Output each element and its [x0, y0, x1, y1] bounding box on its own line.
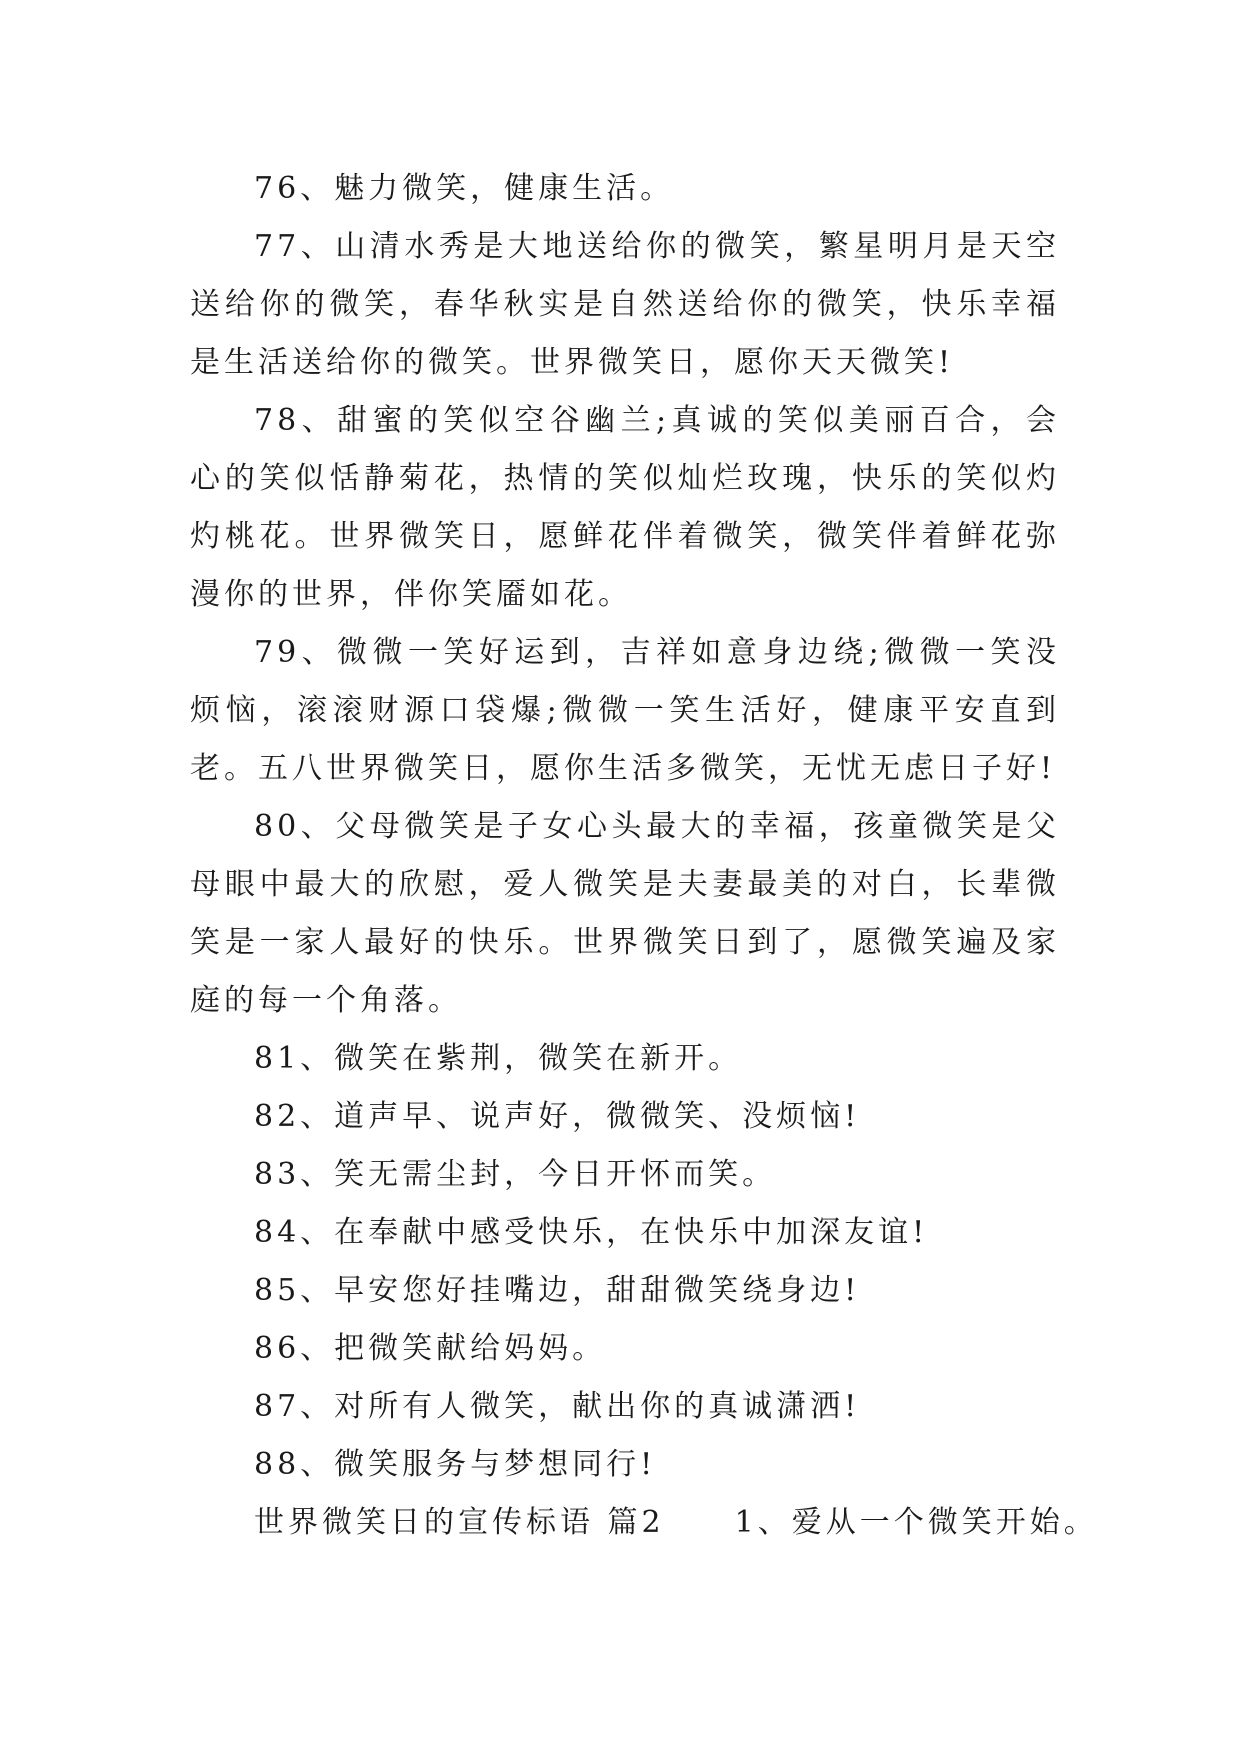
document-body	[190, 160, 1098, 1552]
slogan-item-88: 88、微笑服务与梦想同行!	[254, 1447, 657, 1482]
slogan-item-87: 87、对所有人微笑，献出你的真诚潇洒!	[254, 1389, 861, 1424]
section-line	[190, 1494, 1098, 1552]
slogan-item-84: 84、在奉献中感受快乐，在快乐中加深友谊!	[254, 1215, 929, 1250]
slogan-item-86: 86、把微笑献给妈妈。	[254, 1331, 607, 1366]
slogan-item-77: 77、山清水秀是大地送给你的微笑，繁星明月是天空送给你的微笑，春华秋实是自然送给你的微笑，快乐幸福是生活送给你的微笑。世界微笑日，愿你天天微笑!	[190, 229, 1060, 380]
slogan-item-76: 76、魅力微笑，健康生活。	[254, 171, 675, 206]
section-first-item: 1、爱从一个微笑开始。	[734, 1505, 1098, 1540]
slogan-item-82: 82、道声早、说声好，微微笑、没烦恼!	[254, 1099, 861, 1134]
slogan-item-79: 79、微微一笑好运到，吉祥如意身边绕;微微一笑没烦恼，滚滚财源口袋爆;微微一笑生活好，健康平安直到老。五八世界微笑日，愿你生活多微笑，无忧无虑日子好!	[190, 635, 1060, 786]
section-heading: 世界微笑日的宣传标语 篇2	[254, 1505, 665, 1540]
slogan-item-81: 81、微笑在紫荆，微笑在新开。	[254, 1041, 743, 1076]
slogan-item-78: 78、甜蜜的笑似空谷幽兰;真诚的笑似美丽百合，会心的笑似恬静菊花，热情的笑似灿烂玫瑰，快乐的笑似灼灼桃花。世界微笑日，愿鲜花伴着微笑，微笑伴着鲜花弥漫你的世界，伴你笑靥如花。	[190, 403, 1060, 612]
slogan-item-85: 85、早安您好挂嘴边，甜甜微笑绕身边!	[254, 1273, 861, 1308]
slogan-item-83: 83、笑无需尘封，今日开怀而笑。	[254, 1157, 777, 1192]
slogan-item-80: 80、父母微笑是子女心头最大的幸福，孩童微笑是父母眼中最大的欣慰，爱人微笑是夫妻最美的对白，长辈微笑是一家人最好的快乐。世界微笑日到了，愿微笑遍及家庭的每一个角落。	[190, 809, 1060, 1018]
